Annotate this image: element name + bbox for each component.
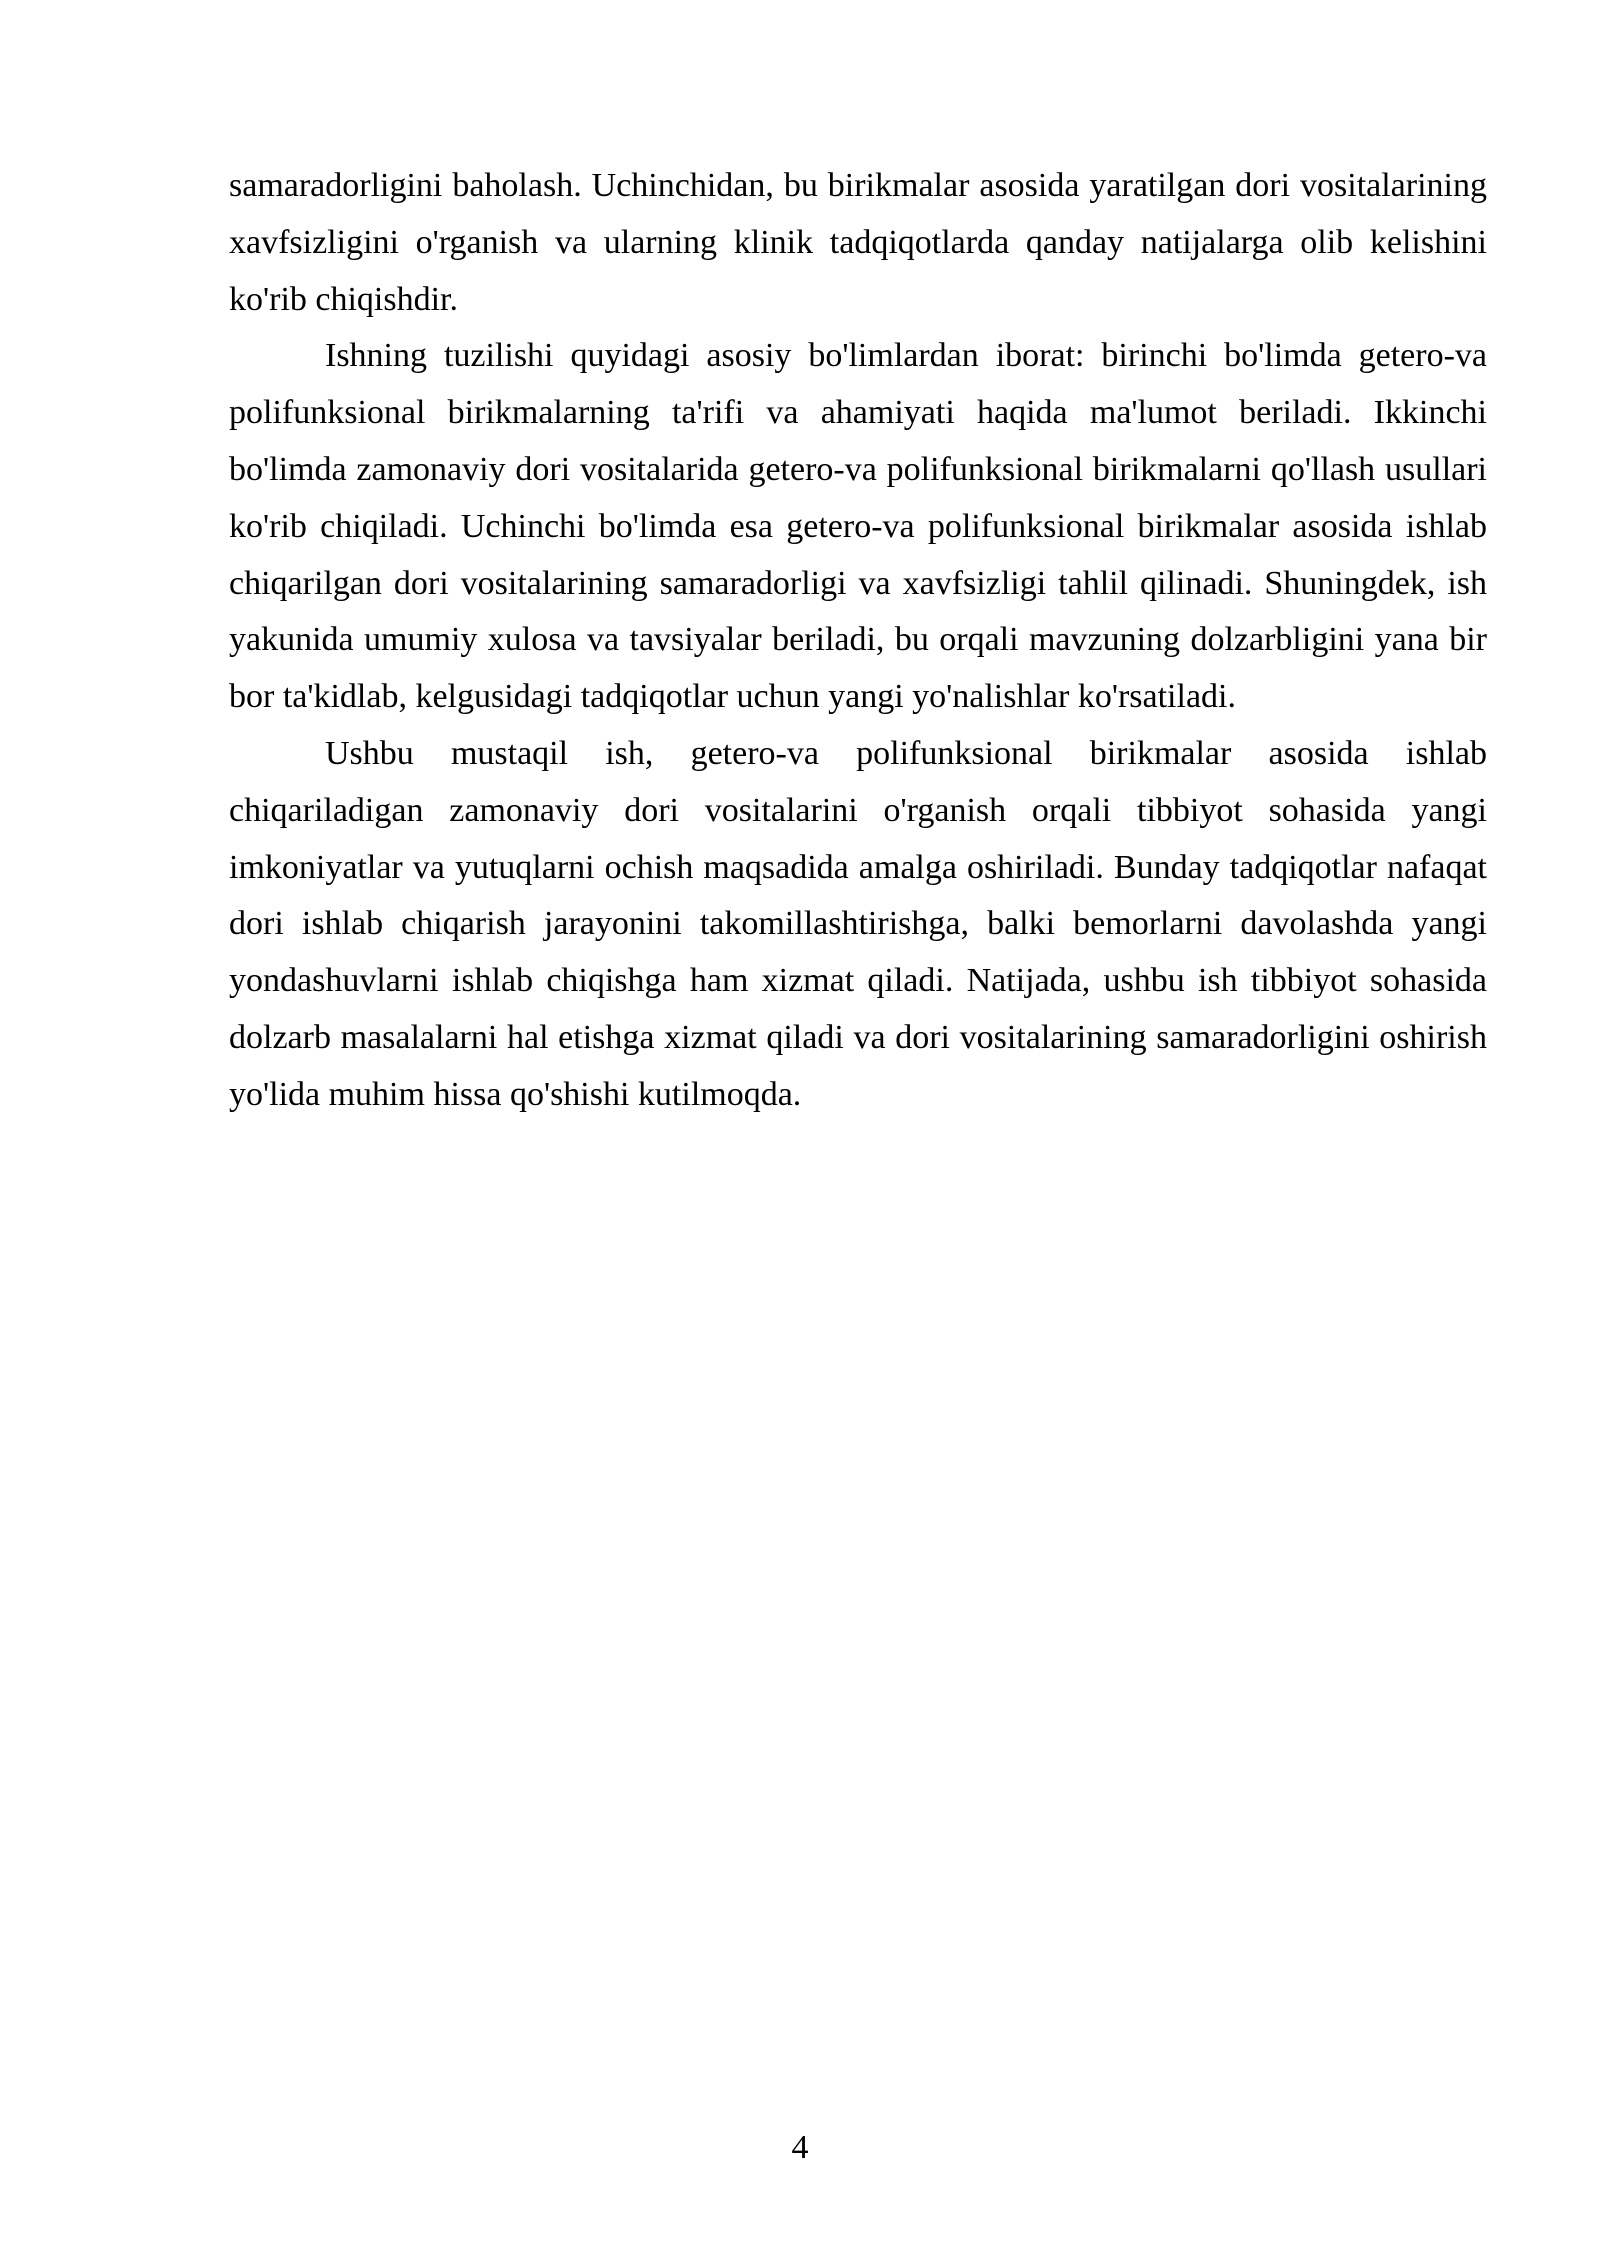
- paragraph-continued: samaradorligini baholash. Uchinchidan, bu birikmalar asosida yaratilgan dori vositalarining xavfsizligini o'rganish va ularning klinik tadqiqotlarda qanday natijalarga olib kelishini ko'rib chiqishdir.: [229, 167, 1487, 318]
- paragraph-purpose: Ushbu mustaqil ish, getero-va polifunksional birikmalar asosida ishlab chiqariladigan zamonaviy dori vositalarini o'rganish orqali tibbiyot sohasida yangi imkoniyatlar va yutuqlarni ochish maqsadida amalga oshiriladi. Bunday tadqiqotlar nafaqat dori ishlab chiqarish jarayonini takomillashtirishga, balki bemorlarni davolashda yangi yondashuvlarni ishlab chiqishga ham xizmat qiladi. Natijada, ushbu ish tibbiyot sohasida dolzarb masalalarni hal etishga xizmat qiladi va dori vositalarining samaradorligini oshirish yo'lida muhim hissa qo'shishi kutilmoqda.: [229, 734, 1487, 1113]
- body-text: [229, 158, 1487, 1124]
- paragraph-structure: Ishning tuzilishi quyidagi asosiy bo'limlardan iborat: birinchi bo'limda getero-va polifunksional birikmalarning ta'rifi va ahamiyati haqida ma'lumot beriladi. Ikkinchi bo'limda zamonaviy dori vositalarida getero-va polifunksional birikmalarni qo'llash usullari ko'rib chiqiladi. Uchinchi bo'limda esa getero-va polifunksional birikmalar asosida ishlab chiqarilgan dori vositalarining samaradorligi va xavfsizligi tahlil qilinadi. Shuningdek, ish yakunida umumiy xulosa va tavsiyalar beriladi, bu orqali mavzuning dolzarbligini yana bir bor ta'kidlab, kelgusidagi tadqiqotlar uchun yangi yo'nalishlar ko'rsatiladi.: [229, 337, 1487, 716]
- page-number: 4: [791, 2129, 809, 2166]
